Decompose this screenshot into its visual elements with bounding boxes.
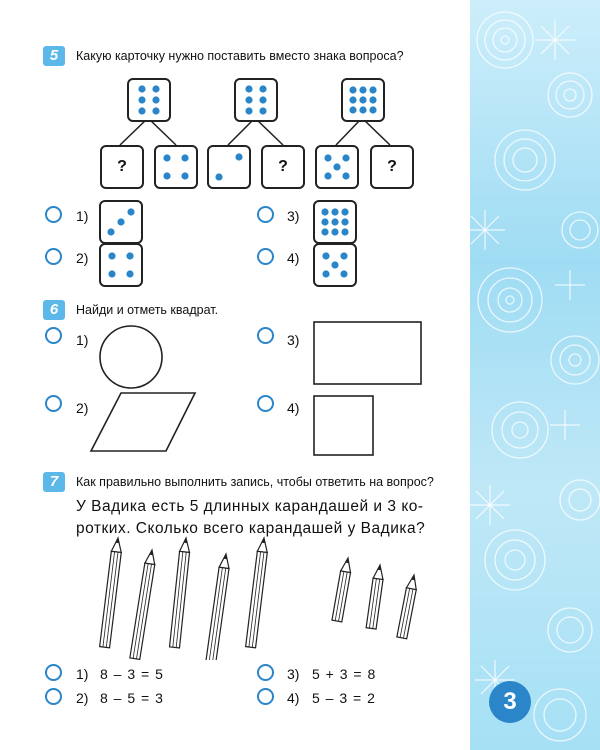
short-pencil [366,564,385,629]
long-pencil [130,549,157,659]
question-mark-card-2: ? [261,145,305,189]
dice-dot [245,85,252,92]
dice-dot [108,270,115,277]
dice-dot [349,106,356,113]
dice-dot [163,172,170,179]
q6-option-2-label: 2) [76,400,89,416]
q7-option-3-radio[interactable] [257,664,274,681]
dice-dot [138,107,145,114]
dice-dot [108,252,115,259]
dice-dot [342,154,349,161]
tree-known-card-1 [154,145,198,189]
dice-dot [341,218,348,225]
dice-dot [127,208,134,215]
dice-dot [259,107,266,114]
dice-dot [138,85,145,92]
tree-top-card-3 [341,78,385,122]
parallelogram-shape[interactable] [88,390,198,454]
dice-dot [117,218,124,225]
dice-dot [181,154,188,161]
question-5-badge: 5 [43,46,65,66]
q5-option-1-card[interactable] [99,200,143,244]
q5-option-1-radio[interactable] [45,206,62,223]
dice-dot [369,96,376,103]
rectangle-shape[interactable] [312,320,424,386]
short-pencil [397,574,419,639]
dice-dot [245,107,252,114]
dice-dot [349,86,356,93]
snowflake-pattern-icon [470,0,600,750]
dice-dot [342,172,349,179]
dice-dot [349,96,356,103]
q5-option-4-label: 4) [287,250,300,266]
dice-dot [340,270,347,277]
tree-top-card-1 [127,78,171,122]
dice-dot [331,228,338,235]
q5-option-4-radio[interactable] [257,248,274,265]
dice-dot [321,218,328,225]
q6-option-4-radio[interactable] [257,395,274,412]
q7-option-4-label: 4) [287,690,300,706]
q5-option-1-label: 1) [76,208,89,224]
q7-option-1-label: 1) [76,666,89,682]
dice-dot [324,172,331,179]
dice-dot [359,106,366,113]
question-7-badge: 7 [43,472,65,492]
dice-dot [163,154,170,161]
dice-dot [359,96,366,103]
q7-option-2-expression: 8 – 5 = 3 [100,690,164,706]
question-6-text: Найди и отметь квадрат. [76,303,219,317]
q5-option-4-card[interactable] [313,243,357,287]
q5-option-2-card[interactable] [99,243,143,287]
dice-dot [369,106,376,113]
q5-option-3-card[interactable] [313,200,357,244]
q6-option-1-label: 1) [76,332,89,348]
q5-option-2-radio[interactable] [45,248,62,265]
dice-dot [152,85,159,92]
page-number: 3 [489,681,531,723]
q6-option-4-label: 4) [287,400,300,416]
dice-dot [322,270,329,277]
dice-dot [321,208,328,215]
dice-dot [215,173,222,180]
q5-option-2-label: 2) [76,250,89,266]
pencils-illustration [90,530,460,660]
dice-dot [341,208,348,215]
dice-dot [333,163,340,170]
dice-dot [259,85,266,92]
q7-option-1-radio[interactable] [45,664,62,681]
q7-option-2-radio[interactable] [45,688,62,705]
q7-option-3-expression: 5 + 3 = 8 [312,666,377,682]
short-pencil [332,557,353,622]
q6-option-2-radio[interactable] [45,395,62,412]
question-5-text: Какую карточку нужно поставить вместо знака вопроса? [76,49,404,63]
dice-dot [181,172,188,179]
q6-option-3-radio[interactable] [257,327,274,344]
dice-dot [324,154,331,161]
dice-dot [152,96,159,103]
dice-dot [138,96,145,103]
circle-shape[interactable] [98,324,164,390]
q6-option-3-label: 3) [287,332,300,348]
dice-dot [245,96,252,103]
q7-option-4-expression: 5 – 3 = 2 [312,690,376,706]
dice-dot [322,252,329,259]
q7-option-2-label: 2) [76,690,89,706]
q7-option-4-radio[interactable] [257,688,274,705]
question-mark-card-3: ? [370,145,414,189]
tree-known-card-3 [315,145,359,189]
square-shape[interactable] [312,394,376,458]
question-mark-card-1: ? [100,145,144,189]
dice-dot [126,252,133,259]
q6-option-1-radio[interactable] [45,327,62,344]
long-pencil [100,537,123,647]
dice-dot [321,228,328,235]
long-pencil [206,553,231,660]
dice-dot [331,261,338,268]
dice-dot [340,252,347,259]
dice-dot [107,228,114,235]
dice-dot [235,153,242,160]
q5-option-3-label: 3) [287,208,300,224]
dice-dot [331,218,338,225]
tree-top-card-2 [234,78,278,122]
dice-dot [359,86,366,93]
q5-option-3-radio[interactable] [257,206,274,223]
question-7-text: Как правильно выполнить запись, чтобы ответить на вопрос? [76,475,434,489]
tree-known-card-2 [207,145,251,189]
decorative-side-panel [470,0,600,750]
q7-option-1-expression: 8 – 3 = 5 [100,666,164,682]
dice-dot [259,96,266,103]
q7-option-3-label: 3) [287,666,300,682]
dice-dot [126,270,133,277]
dice-dot [152,107,159,114]
question-6-badge: 6 [43,300,65,320]
long-pencil [170,537,191,647]
dice-dot [331,208,338,215]
long-pencil [246,537,269,647]
word-problem-text: У Вадика есть 5 длинных карандашей и 3 коротких. Сколько всего карандашей у Вадика? [76,498,426,537]
dice-dot [341,228,348,235]
dice-dot [369,86,376,93]
